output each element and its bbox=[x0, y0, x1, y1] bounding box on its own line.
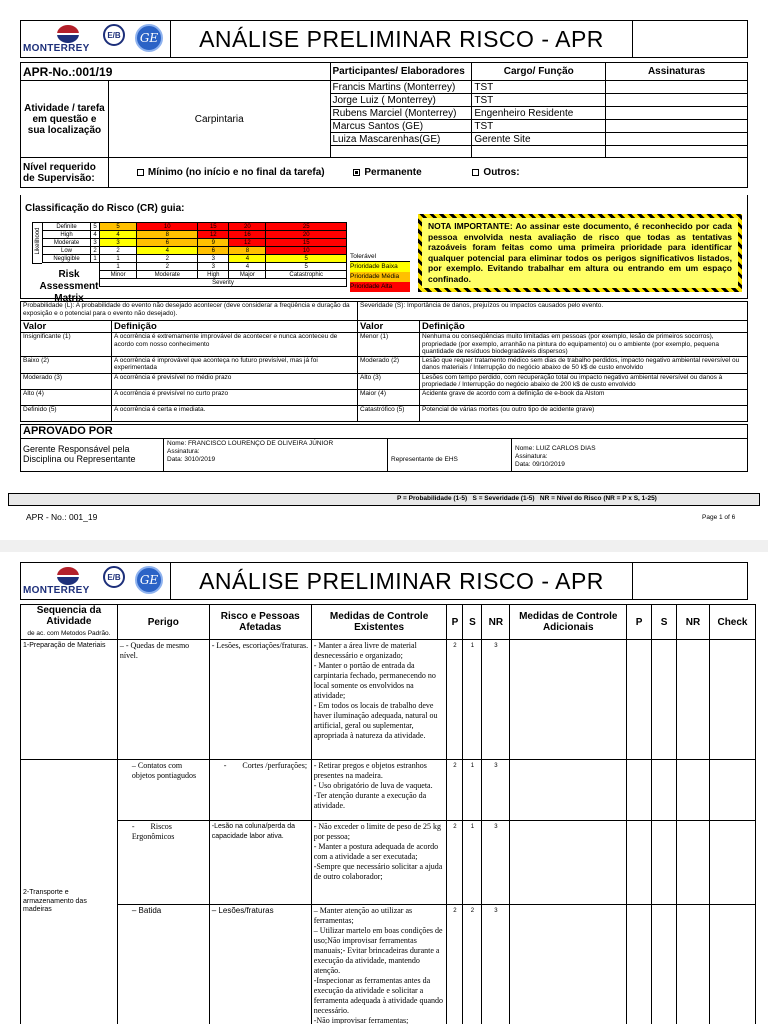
prob-valor: Moderado (3) bbox=[21, 373, 112, 389]
matrix-cell: 2 bbox=[137, 255, 198, 263]
atividade-value: Carpintaria bbox=[108, 81, 330, 158]
p-cell: 2 bbox=[447, 905, 463, 1024]
participant-role: Engenheiro Residente bbox=[472, 107, 606, 120]
matrix-col-num: 3 bbox=[198, 263, 229, 271]
matrix-cell: 20 bbox=[266, 231, 347, 239]
ehs-data: Data: 09/10/2019 bbox=[515, 461, 565, 468]
supervision-minimo-label: Mínimo (no início e no final da tarefa) bbox=[147, 167, 325, 178]
prob-definicao: A ocorrência é previsível no curto prazo bbox=[112, 389, 358, 405]
likelihood-axis bbox=[32, 222, 42, 264]
perigo-header: Perigo bbox=[117, 605, 209, 640]
participant-signature bbox=[606, 107, 748, 120]
matrix-row-label: High bbox=[43, 231, 91, 239]
p-header: P bbox=[627, 605, 652, 640]
prob-definicao: A ocorrência é improvável que aconteça no futuro previsível, mas já foi experimentada bbox=[112, 356, 358, 373]
participant-role: TST bbox=[472, 120, 606, 133]
monterrey-logo-icon bbox=[57, 25, 79, 43]
risco-cell: -Lesão na coluna/perda da capacidade labor ativa. bbox=[209, 821, 311, 905]
s-header: S bbox=[652, 605, 677, 640]
ehs-signature-block bbox=[515, 445, 596, 469]
participant-role: TST bbox=[472, 94, 606, 107]
perigo-cell: – Batida bbox=[117, 905, 209, 1024]
table-row bbox=[21, 760, 756, 821]
matrix-cell: 3 bbox=[198, 255, 229, 263]
table-row bbox=[21, 640, 756, 760]
matrix-col-num: 1 bbox=[100, 263, 137, 271]
matrix-cell: 8 bbox=[229, 247, 266, 255]
matrix-row-num: 5 bbox=[91, 223, 100, 231]
matrix-cell: 10 bbox=[137, 223, 198, 231]
nr-cell: 3 bbox=[482, 821, 510, 905]
legend-baixa: Prioridade Baixa bbox=[350, 262, 410, 272]
s-header: S bbox=[463, 605, 482, 640]
nota-importante-text: NOTA IMPORTANTE: Ao assinar este documento, é reconhecido por cada pessoa envolvida nesta avaliação de risco que todas as tentativas razoáveis foram feitas como uma primeira prioridade para identificar qualquer potencial para eliminar todos os perigos significativos listados, por exemplo. Evitando trabalhar em altura ou entrando em um espaço confinado. bbox=[422, 218, 738, 288]
seq-cell: 1-Preparação de Materiais bbox=[21, 640, 118, 760]
p-cell: 2 bbox=[447, 760, 463, 821]
participant-signature bbox=[606, 94, 748, 107]
s-cell: 2 bbox=[463, 905, 482, 1024]
assinaturas-header: Assinaturas bbox=[606, 63, 748, 81]
sev-valor: Alto (3) bbox=[358, 373, 420, 389]
matrix-legend bbox=[350, 252, 410, 292]
p-cell: 2 bbox=[447, 821, 463, 905]
legend-alta: Prioridade Alta bbox=[350, 282, 410, 292]
sev-valor: Moderado (2) bbox=[358, 356, 420, 373]
severity-description: Severidade (S): Importância de danos, prejuízos ou impactos causados pelo evento. bbox=[358, 302, 748, 321]
participant-signature bbox=[606, 133, 748, 146]
formula-bar bbox=[8, 493, 760, 506]
nr-cell: 3 bbox=[482, 760, 510, 821]
matrix-row-label: Negligible bbox=[43, 255, 91, 263]
seq-header-label: Sequencia da Atividade bbox=[36, 605, 102, 627]
matrix-cell: 4 bbox=[100, 231, 137, 239]
valor-header: Valor bbox=[358, 321, 420, 333]
matrix-col-label: Minor bbox=[100, 271, 137, 279]
perigo-cell: - Riscos Ergonômicos bbox=[117, 821, 209, 905]
supervision-outros-label: Outros: bbox=[483, 167, 520, 178]
prob-valor: Definido (5) bbox=[21, 405, 112, 421]
matrix-row-num: 1 bbox=[91, 255, 100, 263]
sev-valor: Catastrófico (5) bbox=[358, 405, 420, 421]
gerente-signature-block bbox=[167, 440, 333, 464]
matrix-cell: 3 bbox=[100, 239, 137, 247]
matrix-col-label: Major bbox=[229, 271, 266, 279]
sev-definicao: Potencial de várias mortes (ou outro tipo de acidente grave) bbox=[420, 405, 748, 421]
supervision-permanente-checkbox[interactable] bbox=[353, 169, 360, 176]
prob-valor: Insignificante (1) bbox=[21, 333, 112, 357]
matrix-cell: 12 bbox=[229, 239, 266, 247]
aprovado-section bbox=[20, 424, 748, 472]
risco-cell: - Lesões, escoriações/fraturas. bbox=[209, 640, 311, 760]
seq-cell: 2-Transporte e armazenamento das madeiras bbox=[21, 760, 118, 1024]
matrix-cell: 5 bbox=[100, 223, 137, 231]
gerente-label: Gerente Responsável pela Disciplina ou Representante bbox=[23, 444, 136, 464]
participants-header: Participantes/ Elaboradores bbox=[330, 63, 472, 81]
legend-media: Prioridade Média bbox=[350, 272, 410, 282]
medidas-cell: - Retirar pregos e objetos estranhos presentes na madeira. - Uso obrigatório de luva de vaqueta. -Ter atenção durante a execução da atividade. bbox=[311, 760, 447, 821]
monterrey-logo-icon bbox=[57, 567, 79, 585]
risk-assessment-label: Risk Assessment Matrix bbox=[39, 269, 99, 304]
s-cell: 1 bbox=[463, 760, 482, 821]
matrix-cell: 12 bbox=[198, 231, 229, 239]
medidas-cell: - Não exceder o limite de peso de 25 kg por pessoa; - Manter a postura adequada de acordo com a atividade a ser executada; -Sempre que necessário solicitar a ajuda de outro colaborador; bbox=[311, 821, 447, 905]
prob-definicao: A ocorrência é certa e imediata. bbox=[112, 405, 358, 421]
matrix-row-label: Moderate bbox=[43, 239, 91, 247]
formula-text: P = Probabilidade (1-5) S = Severidade (1-5) NR = Nível do Risco (NR = P x S, 1-25) bbox=[397, 495, 657, 502]
nota-importante-box bbox=[418, 214, 742, 292]
participant-name: Jorge Luiz ( Monterrey) bbox=[330, 94, 472, 107]
matrix-col-label: Catastrophic bbox=[266, 271, 347, 279]
participant-name: Luiza Mascarenhas(GE) bbox=[330, 133, 472, 146]
matrix-row-label: Low bbox=[43, 247, 91, 255]
matrix-cell: 6 bbox=[137, 239, 198, 247]
participant-signature bbox=[606, 120, 748, 133]
probability-description: Probabilidade (L): A probabilidade do evento não desejado acontecer (deve considerar a freqüência e duração da exposição e o potencial para o evento não desejado). bbox=[21, 302, 358, 321]
matrix-cell: 4 bbox=[229, 255, 266, 263]
matrix-row-num: 3 bbox=[91, 239, 100, 247]
participant-signature bbox=[606, 81, 748, 94]
prob-valor: Baixo (2) bbox=[21, 356, 112, 373]
ehs-assinatura: Assinatura: bbox=[515, 453, 548, 460]
risco-cell: – Lesões/fraturas bbox=[209, 905, 311, 1024]
atividade-label: Atividade / tarefa em questão e sua localização bbox=[21, 81, 109, 158]
page2-header bbox=[20, 562, 748, 600]
page1-header bbox=[20, 20, 748, 58]
seq-header bbox=[21, 605, 118, 640]
supervision-label: Nível requerido de Supervisão: bbox=[21, 158, 109, 188]
footer-apr-number: APR - No.: 001_19 bbox=[26, 512, 98, 522]
ehs-label: Representante de EHS bbox=[391, 456, 458, 463]
eb-logo-icon: E/B bbox=[103, 24, 125, 46]
page-title: ANÁLISE PRELIMINAR RISCO - APR bbox=[171, 21, 633, 57]
apr-number: APR-No.:001/19 bbox=[21, 63, 331, 81]
logos bbox=[21, 21, 171, 57]
severity-label: Severity bbox=[100, 279, 347, 287]
aprovado-title: APROVADO POR bbox=[23, 425, 113, 437]
matrix-cell: 10 bbox=[266, 247, 347, 255]
participant-role: Gerente Site bbox=[472, 133, 606, 146]
sev-definicao: Lesões com tempo perdido, com recuperação total ou impacto negativo ambiental reversível ou danos à propriedade / Interrupção do negócio abaixo de 200 k$ de custo envolvido bbox=[420, 373, 748, 389]
cargo-header: Cargo/ Função bbox=[472, 63, 606, 81]
footer-page-number: Page 1 of 6 bbox=[702, 514, 736, 521]
apr-activity-table bbox=[20, 604, 756, 1024]
participant-name: Francis Martins (Monterrey) bbox=[330, 81, 472, 94]
check-header: Check bbox=[709, 605, 755, 640]
matrix-cell: 4 bbox=[137, 247, 198, 255]
participant-name: Rubens Marciel (Monterrey) bbox=[330, 107, 472, 120]
matrix-col-num: 5 bbox=[266, 263, 347, 271]
ge-logo-icon: GE bbox=[135, 24, 163, 52]
nr-header: NR bbox=[677, 605, 710, 640]
medidas-header: Medidas de Controle Existentes bbox=[311, 605, 447, 640]
supervision-outros-checkbox[interactable] bbox=[472, 169, 479, 176]
apr-info-table bbox=[20, 62, 748, 188]
matrix-row-num: 4 bbox=[91, 231, 100, 239]
prob-definicao: A ocorrência é previsível no médio prazo bbox=[112, 373, 358, 389]
matrix-cell: 6 bbox=[198, 247, 229, 255]
adicionais-header: Medidas de Controle Adicionais bbox=[510, 605, 627, 640]
s-cell: 1 bbox=[463, 640, 482, 760]
monterrey-logo-text: MONTERREY bbox=[23, 585, 90, 596]
supervision-permanente-label: Permanente bbox=[364, 167, 422, 178]
matrix-cell: 2 bbox=[100, 247, 137, 255]
matrix-cell: 16 bbox=[229, 231, 266, 239]
matrix-cell: 5 bbox=[266, 255, 347, 263]
sev-definicao: Nenhuma ou conseqüências muito limitadas em pessoas (por exemplo, lesão de primeiros socorros), propriedade (por exemplo, arranhão na pintura do equipamento) ou o ambiente (por exemplo, pequena quantidade de resíduos biodegradáveis dispersos) bbox=[420, 333, 748, 357]
p-cell: 2 bbox=[447, 640, 463, 760]
monterrey-logo-text: MONTERREY bbox=[23, 43, 90, 54]
participant-role: TST bbox=[472, 81, 606, 94]
nr-header: NR bbox=[482, 605, 510, 640]
supervision-options bbox=[108, 158, 747, 188]
matrix-cell: 25 bbox=[266, 223, 347, 231]
matrix-col-label: High bbox=[198, 271, 229, 279]
gerente-data: Data: 3010/2019 bbox=[167, 456, 216, 463]
sev-definicao: Lesão que requer tratamento médico sem dias de trabalho perdidos, impacto negativo ambiental reversível ou danos materiais / Interrupção do negócio abaixo de 50 k$ de custo envolvido bbox=[420, 356, 748, 373]
matrix-cell: 9 bbox=[198, 239, 229, 247]
prob-valor: Alto (4) bbox=[21, 389, 112, 405]
definitions-table bbox=[20, 301, 748, 422]
sev-valor: Menor (1) bbox=[358, 333, 420, 357]
cr-title: Classificação do Risco (CR) guia: bbox=[25, 203, 185, 214]
participant-name: Marcus Santos (GE) bbox=[330, 120, 472, 133]
matrix-cell: 15 bbox=[198, 223, 229, 231]
ehs-nome: Nome: LUIZ CARLOS DIAS bbox=[515, 445, 596, 452]
s-cell: 1 bbox=[463, 821, 482, 905]
supervision-minimo-checkbox[interactable] bbox=[137, 169, 144, 176]
perigo-cell: – - Quedas de mesmo nível. bbox=[117, 640, 209, 760]
gerente-assinatura: Assinatura: bbox=[167, 448, 200, 455]
matrix-cell: 20 bbox=[229, 223, 266, 231]
matrix-cell: 8 bbox=[137, 231, 198, 239]
risco-cell: - Cortes /perfurações; bbox=[209, 760, 311, 821]
medidas-cell: – Manter atenção ao utilizar as ferramentas; – Utilizar martelo em boas condições de uso;Não improvisar ferramentas manuais;- Evitar brincadeiras durante a execução da atividade, mantendo atenção. -Inspecionar as ferramentas antes da execução da atividade e solicitar a ferramenta adequada à atividade quando necessário. -Não improvisar ferramentas; bbox=[311, 905, 447, 1024]
perigo-cell: – Contatos com objetos pontiagudos bbox=[117, 760, 209, 821]
valor-header: Valor bbox=[21, 321, 112, 333]
medidas-cell: - Manter a área livre de material desnecessário e organizado; - Manter o portão de entrada da carpintaria fechado, permanecendo no local somente os envolvidos na atividade; - Em todos os locais de trabalho deve haver iluminação adequada, natural ou artificial, geral ou suplementar, apropriada à natureza da atividade. bbox=[311, 640, 447, 760]
matrix-col-num: 2 bbox=[137, 263, 198, 271]
nr-cell: 3 bbox=[482, 640, 510, 760]
gerente-nome: Nome: FRANCISCO LOURENÇO DE OLIVEIRA JÚNIOR bbox=[167, 440, 334, 447]
matrix-row-num: 2 bbox=[91, 247, 100, 255]
matrix-col-num: 4 bbox=[229, 263, 266, 271]
p-header: P bbox=[447, 605, 463, 640]
ge-logo-icon: GE bbox=[135, 566, 163, 594]
logos bbox=[21, 563, 171, 599]
table-row bbox=[21, 905, 756, 1024]
page-title: ANÁLISE PRELIMINAR RISCO - APR bbox=[171, 563, 633, 599]
eb-logo-icon: E/B bbox=[103, 566, 125, 588]
matrix-row-label: Definite bbox=[43, 223, 91, 231]
legend-toleravel: Tolerável bbox=[350, 252, 410, 262]
risco-header: Risco e Pessoas Afetadas bbox=[209, 605, 311, 640]
definicao-header: Definição bbox=[112, 321, 358, 333]
matrix-cell: 1 bbox=[100, 255, 137, 263]
seq-header-sub: de ac. com Metodos Padrão. bbox=[27, 630, 111, 637]
sev-definicao: Acidente grave de acordo com a definição de e-book da Alstom bbox=[420, 389, 748, 405]
likelihood-label: Likelihood bbox=[35, 227, 41, 255]
definicao-header: Definição bbox=[420, 321, 748, 333]
prob-definicao: A ocorrência é extremamente improvável de acontecer e nunca aconteceu de acordo com nosso conhecimento bbox=[112, 333, 358, 357]
nr-cell: 3 bbox=[482, 905, 510, 1024]
matrix-cell: 15 bbox=[266, 239, 347, 247]
sev-valor: Maior (4) bbox=[358, 389, 420, 405]
matrix-col-label: Moderate bbox=[137, 271, 198, 279]
table-row bbox=[21, 821, 756, 905]
